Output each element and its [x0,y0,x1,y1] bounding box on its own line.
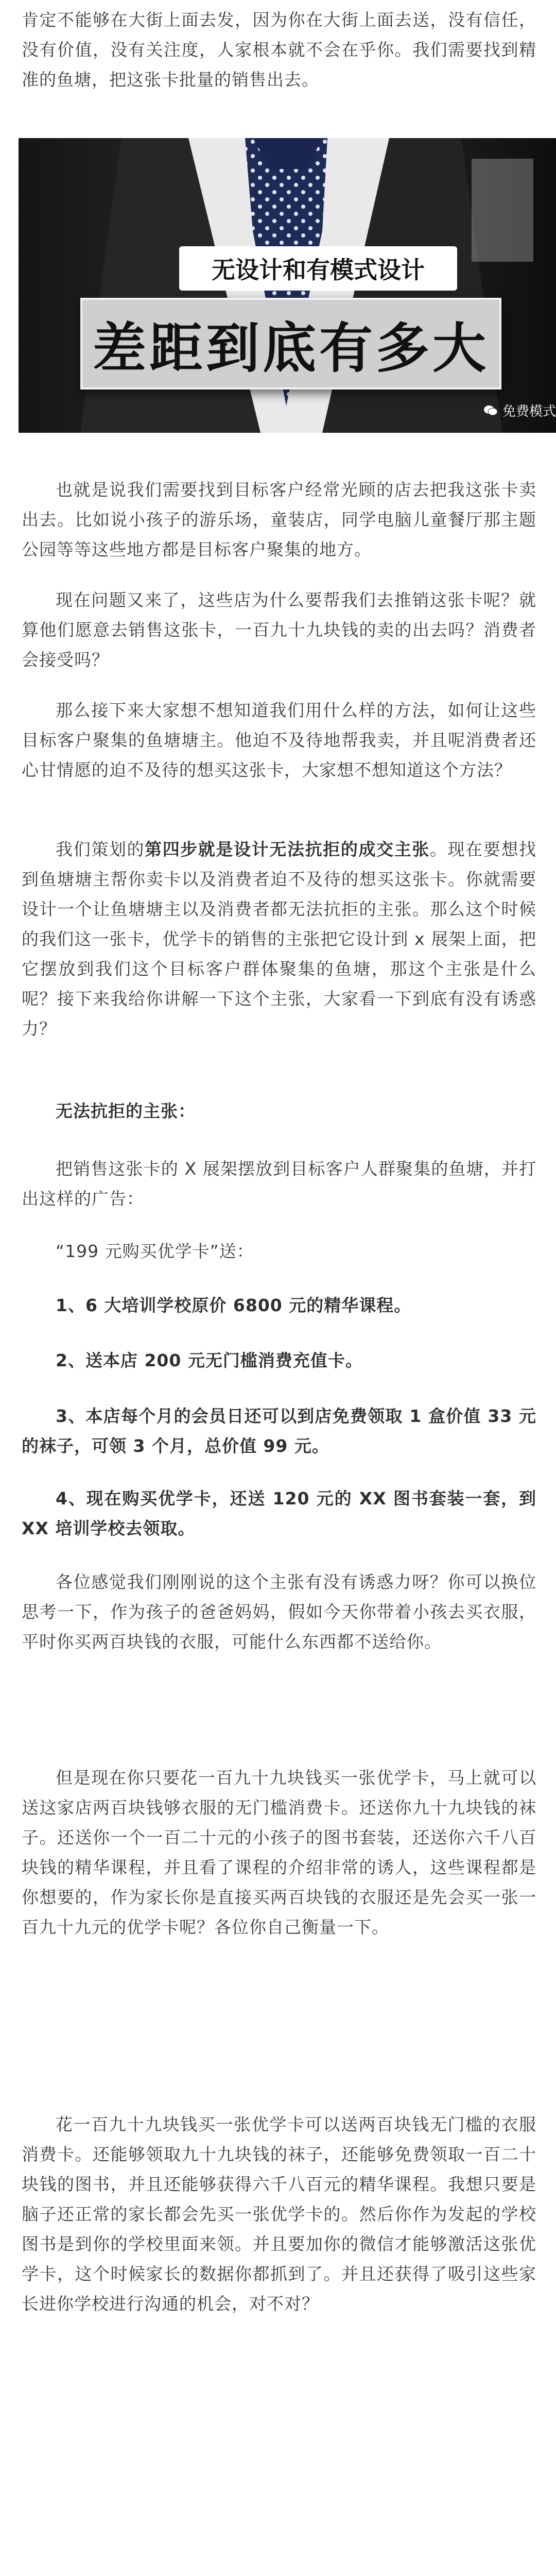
offer-heading: 无法抗拒的主张： [56,1101,196,1121]
step-four-prefix: 我们策划的 [56,839,145,859]
offer-item-4: 4、现在购买优学卡，还送 120 元的 XX 图书套装一套，到 XX 培训学校去领取。 [22,1488,536,1538]
paragraph-display-stand: 把销售这张卡的 X 展架摆放到目标客户人群聚集的鱼塘，并打出这样的广告： [22,1159,536,1209]
paragraph-step-four [22,835,536,1044]
hero-watermark [483,401,556,420]
intro-paragraph: 肯定不能够在大街上面去发，因为你在大街上面去送，没有信任，没有价值，没有关注度，人家根本就不会在乎你。我们需要找到精准的鱼塘，把这张卡批量的销售出去。 [22,10,536,90]
hero-banner-title: 差距到底有多大 [80,298,501,389]
paragraph-question: 现在问题又来了，这些店为什么要帮我们去推销这张卡呢？就算他们愿意去销售这张卡，一百九十九块钱的卖的出去吗？消费者会接受吗？ [22,590,536,670]
paragraph-target-stores: 也就是说我们需要找到目标客户经常光顾的店去把我这张卡卖出去。比如说小孩子的游乐场，童装店，同学电脑儿童餐厅那主题公园等等这些地方都是目标客户聚集的地方。 [22,480,536,560]
paragraph-method: 那么接下来大家想不想知道我们用什么样的方法，如何让这些目标客户聚集的鱼塘塘主。他迫不及待地帮我卖，并且呢消费者还心甘情愿的迫不及待的想买这张卡，大家想不想知道这个方法？ [22,700,536,780]
offer-item-1: 1、6 大培训学校原价 6800 元的精华课程。 [56,1295,412,1315]
paragraph-temptation: 各位感觉我们刚刚说的这个主张有没有诱惑力呀？你可以换位思考一下，作为孩子的爸爸妈妈，假如今天你带着小孩去买衣服，平时你买两百块钱的衣服，可能什么东西都不送给你。 [22,1572,536,1652]
paragraph-comparison: 但是现在你只要花一百九十九块钱买一张优学卡，马上就可以送这家店两百块钱够衣服的无门槛消费卡。还送你九十九块钱的袜子。还送你一个一百二十元的小孩子的图书套装，还送你六千八百块钱的精华课程，并且看了课程的介绍非常的诱人，这些课程都是你想要的，作为家长你是直接买两百块钱的衣服还是先会买一张一百九十九元的优学卡呢？各位你自己衡量一下。 [22,1768,536,1937]
wechat-icon [483,403,498,418]
hero-badge: 无设计和有模式设计 [179,246,457,291]
offer-item-2: 2、送本店 200 元无门槛消费充值卡。 [56,1350,363,1370]
paragraph-conclusion: 花一百九十九块钱买一张优学卡可以送两百块钱无门槛的衣服消费卡。还能够领取九十九块钱的袜子，还能够免费领取一百二十块钱的图书，并且还能够获得六千八百元的精华课程。我想只要是脑子还正常的家长都会先买一张优学卡的。然后你作为发起的学校图书是到你的学校里面来领。并且要加你的微信才能够激活这张优学卡，这个时候家长的数据你都抓到了。并且还获得了吸引这些家长进你学校进行沟通的机会，对不对？ [22,2114,536,2314]
ad-slogan: “199 元购买优学卡”送： [56,1241,254,1261]
hero-image [19,138,556,433]
step-four-highlight: 第四步就是设计无法抗拒的成交主张 [145,839,430,859]
step-four-body: 。现在要想找到鱼塘塘主帮你卖卡以及消费者迫不及待的想买这张卡。你就需要设计一个让鱼塘塘主以及消费者都无法抗拒的主张。那么这个时候的我们这一张卡，优学卡的销售的主张把它设计到 x 展架上面，把它摆放到我们这个目标客户群体聚集的鱼塘，那这个主张是什么呢？接下来我给你讲解一下这个主张，大家看一下到底有没有诱惑力？ [22,839,537,1039]
offer-item-3: 3、本店每个月的会员日还可以到店免费领取 1 盒价值 33 元的袜子，可领 3 个月，总价值 99 元。 [22,1406,536,1456]
hero-watermark-text: 免费模式 [502,404,556,419]
